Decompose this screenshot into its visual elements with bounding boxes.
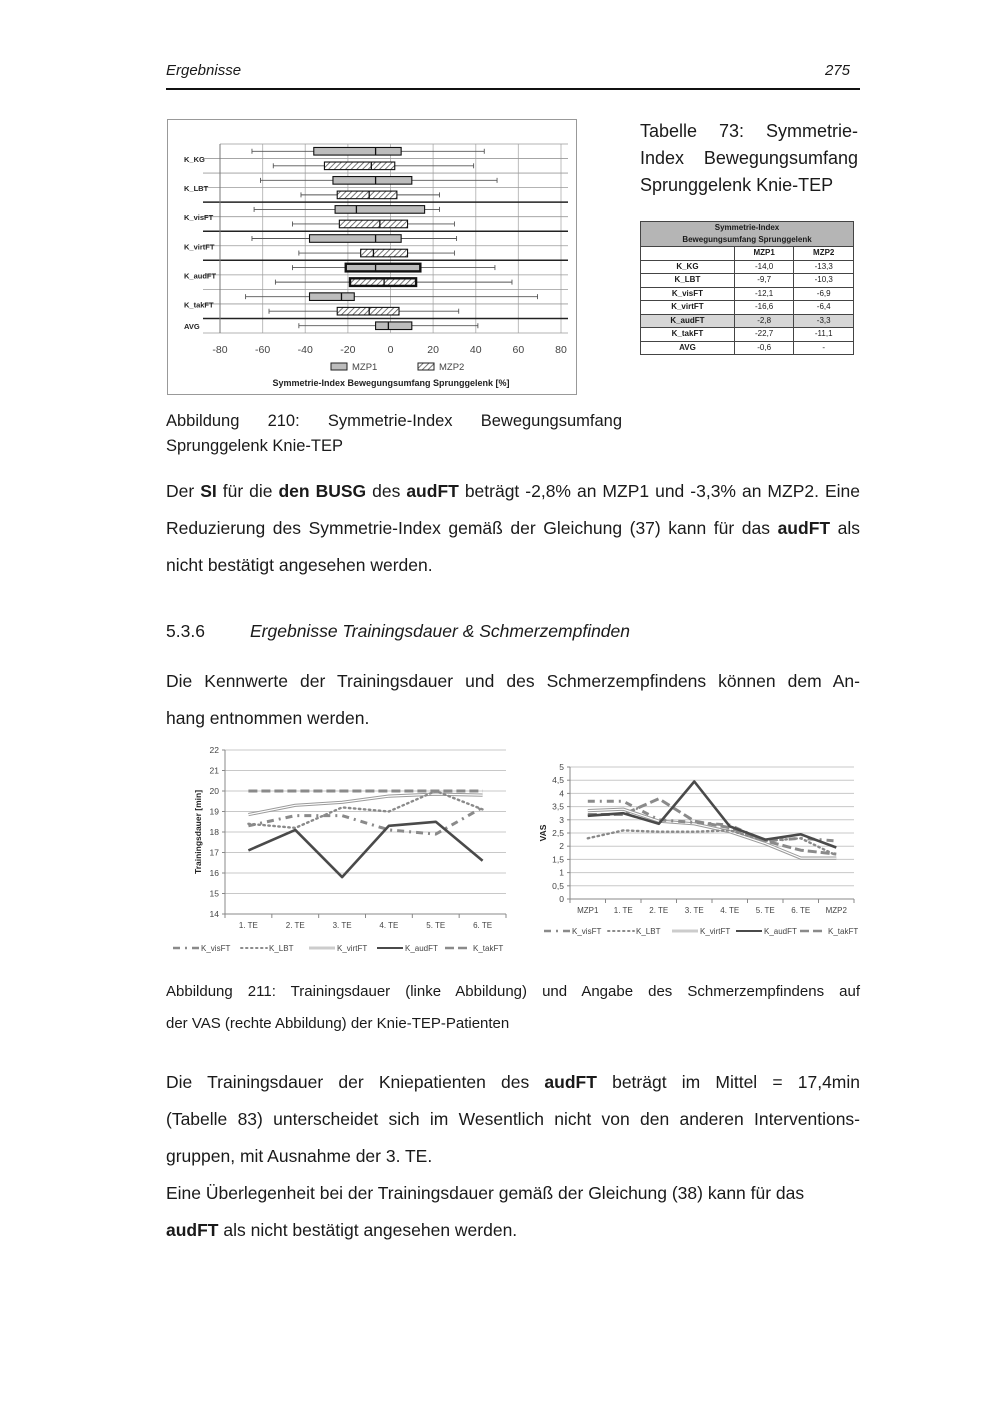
- category-label: K_audFT: [184, 271, 217, 281]
- text-line: [166, 1212, 860, 1249]
- legend-label: K_audFT: [764, 927, 797, 936]
- y-tick-label: 3: [559, 814, 564, 825]
- legend-label-mzp2: MZP2: [439, 362, 465, 373]
- cell-mzp2: -10,3: [794, 274, 854, 288]
- row-label: K_visFT: [641, 287, 735, 301]
- y-tick-label: 16: [209, 868, 219, 878]
- table-row: [641, 328, 854, 342]
- cell-mzp2: -6,4: [794, 301, 854, 315]
- cell-mzp1: -12,1: [734, 287, 794, 301]
- box: [376, 322, 412, 330]
- text: beträgt -2,8% an MZP1 und -3,3% an MZP2. Eine: [458, 481, 860, 501]
- caption-line: Sprunggelenk Knie-TEP: [166, 437, 344, 455]
- paragraph-kennwerte: [166, 663, 860, 737]
- y-tick-label: 20: [209, 786, 219, 796]
- text: als: [830, 518, 861, 538]
- y-tick-label: 0,5: [552, 880, 564, 891]
- category-label: K_KG: [184, 155, 205, 165]
- legend-label: K_LBT: [636, 927, 661, 936]
- vas-line-chart: [528, 757, 858, 942]
- box: [361, 249, 408, 257]
- box-mzp1-k_kg: [252, 147, 484, 155]
- legend-label: K_virtFT: [700, 927, 731, 936]
- cell-mzp1: -9,7: [734, 274, 794, 288]
- column-header: [641, 247, 735, 261]
- legend-item-k_virtft: [672, 927, 730, 936]
- y-tick-label: 5: [559, 762, 564, 772]
- figure-211-caption: [166, 976, 860, 1040]
- x-tick-label: 0: [387, 344, 394, 356]
- header-rule: [166, 88, 860, 90]
- x-tick-label: 2. TE: [649, 906, 669, 915]
- table-73-caption: [640, 118, 858, 199]
- category-label: K_takFT: [184, 300, 214, 310]
- table-row: [641, 274, 854, 288]
- text: Die Trainingsdauer der Kniepatienten des: [166, 1072, 545, 1092]
- category-label: K_virtFT: [184, 242, 215, 252]
- series-line: [248, 822, 482, 877]
- y-tick-label: 1,5: [552, 854, 564, 865]
- figure-210-caption: [166, 409, 622, 459]
- legend-label: K_takFT: [473, 944, 504, 953]
- row-label: AVG: [641, 341, 735, 355]
- x-tick-label: 20: [427, 344, 439, 356]
- legend-label-mzp1: MZP1: [352, 362, 378, 373]
- legend-item-k_lbt: [241, 944, 294, 953]
- x-tick-label: 6. TE: [473, 921, 493, 930]
- x-tick-label: 4. TE: [720, 906, 740, 915]
- section-number: 5.3.6: [166, 621, 205, 641]
- box-mzp2-k_kg: [273, 162, 473, 170]
- x-tick-label: -80: [212, 344, 228, 356]
- text-bold: den BUSG: [278, 481, 367, 501]
- text: des: [366, 481, 407, 501]
- y-tick-label: 15: [209, 888, 219, 899]
- x-tick-label: 3. TE: [684, 906, 704, 915]
- box-mzp2-k_takft: [269, 307, 459, 315]
- x-tick-label: -20: [340, 344, 356, 356]
- box: [339, 220, 407, 228]
- category-label: K_visFT: [184, 213, 214, 223]
- trainingsdauer-line-chart: [170, 745, 520, 960]
- text-line: (Tabelle 83) unterscheidet sich im Wesentlich nicht von den anderen Interventions-: [166, 1109, 860, 1129]
- y-tick-label: 21: [209, 765, 219, 776]
- category-label: K_LBT: [184, 184, 209, 194]
- y-tick-label: 4: [559, 788, 564, 799]
- legend-swatch-mzp1: [331, 363, 347, 370]
- paragraph-trainingsdauer: [166, 1064, 860, 1249]
- text-line: nicht bestätigt angesehen werden.: [166, 555, 433, 575]
- y-tick-label: 17: [209, 847, 219, 858]
- legend-item-k_takft: [800, 927, 858, 936]
- text-bold: audFT: [544, 1072, 597, 1092]
- x-tick-label: 1. TE: [613, 906, 633, 915]
- y-tick-label: 14: [209, 909, 219, 919]
- caption-line: Abbildung 211: Trainingsdauer (linke Abbildung) und Angabe des Schmerzempfindens auf: [166, 983, 860, 1000]
- box: [333, 177, 412, 185]
- text-line: Eine Überlegenheit bei der Trainingsdauer gemäß der Gleichung (38) kann für das: [166, 1183, 805, 1203]
- box-mzp2-k_audft: [275, 278, 512, 286]
- section-title: Ergebnisse Trainingsdauer & Schmerzempfinden: [250, 621, 631, 641]
- row-label: K_virtFT: [641, 301, 735, 315]
- cell-mzp2: -3,3: [794, 314, 854, 328]
- legend-label: K_visFT: [201, 944, 231, 953]
- cell-mzp2: -13,3: [794, 260, 854, 274]
- column-header-mzp1: MZP1: [734, 247, 794, 261]
- box: [335, 206, 425, 214]
- legend-item-k_audft: [377, 944, 438, 953]
- x-tick-label: 40: [469, 344, 482, 356]
- x-tick-label: 4. TE: [379, 921, 399, 930]
- y-axis-title: Trainingsdauer [min]: [193, 789, 203, 875]
- cell-mzp1: -0,6: [734, 341, 794, 355]
- y-tick-label: 1: [559, 867, 564, 878]
- text-line: gruppen, mit Ausnahme der 3. TE.: [166, 1146, 433, 1166]
- series-k_audft: [248, 822, 482, 877]
- text-bold: audFT: [166, 1220, 219, 1240]
- boxplot-figure: [167, 119, 577, 395]
- legend-item-k_audft: [736, 927, 797, 936]
- category-label: AVG: [184, 322, 200, 332]
- x-tick-label: MZP2: [825, 906, 847, 915]
- table-row: [641, 287, 854, 301]
- cell-mzp1: -16,6: [734, 301, 794, 315]
- y-tick-label: 2,5: [552, 828, 564, 838]
- text: für die: [216, 481, 279, 501]
- row-label: K_KG: [641, 260, 735, 274]
- caption-line: der VAS (rechte Abbildung) der Knie-TEP-Patienten: [166, 1015, 510, 1032]
- box-mzp1-k_visft: [254, 206, 439, 214]
- series-line: [588, 782, 837, 848]
- y-tick-label: 0: [559, 894, 564, 904]
- series-k_audft: [588, 782, 837, 848]
- legend-item-k_visft: [173, 944, 230, 953]
- caption-line: Index Bewegungsumfang: [640, 148, 858, 168]
- box-mzp2-k_visft: [292, 220, 454, 228]
- page-number: 275: [824, 62, 850, 79]
- running-header-section: Ergebnisse: [166, 62, 242, 79]
- box-mzp1-k_takft: [246, 293, 538, 301]
- section-heading: [166, 621, 630, 642]
- y-tick-label: 2: [559, 841, 564, 852]
- text-line: [166, 1064, 860, 1101]
- caption-line: Sprunggelenk Knie-TEP: [640, 175, 834, 195]
- x-tick-label: 6. TE: [791, 906, 811, 915]
- box-mzp1-k_virtft: [252, 235, 457, 243]
- cell-mzp2: -11,1: [794, 328, 854, 342]
- x-tick-label: 1. TE: [238, 921, 258, 930]
- box: [310, 293, 355, 301]
- legend-item-k_lbt: [608, 927, 661, 936]
- table-title-line1: Symmetrie-Index: [714, 223, 780, 232]
- x-tick-label: 2. TE: [285, 921, 305, 930]
- caption-line: Tabelle 73: Symmetrie-: [640, 121, 858, 141]
- symmetrie-index-table: [640, 221, 854, 355]
- x-tick-label: -60: [255, 344, 271, 356]
- text-line: hang entnommen werden.: [166, 708, 370, 728]
- text-line: [166, 473, 860, 510]
- cell-mzp1: -14,0: [734, 260, 794, 274]
- text-line: [166, 510, 860, 547]
- box: [350, 278, 416, 286]
- paragraph-si-result: [166, 473, 860, 584]
- text-bold: audFT: [777, 518, 831, 538]
- text-line: Die Kennwerte der Trainingsdauer und des Schmerzempfindens können dem An-: [166, 671, 860, 691]
- table-73: [640, 221, 854, 355]
- row-label: K_LBT: [641, 274, 735, 288]
- table-title-line2: Bewegungsumfang Sprunggelenk: [682, 235, 812, 244]
- cell-mzp1: -22,7: [734, 328, 794, 342]
- box: [314, 147, 401, 155]
- table-row: [641, 314, 854, 328]
- x-tick-label: -40: [297, 344, 313, 356]
- x-tick-label: 80: [555, 344, 567, 356]
- text-bold: audFT: [406, 481, 459, 501]
- y-axis-title: VAS: [538, 824, 548, 842]
- row-label: K_takFT: [641, 328, 735, 342]
- cell-mzp1: -2,8: [734, 314, 794, 328]
- table-row: [641, 301, 854, 315]
- cell-mzp2: -6,9: [794, 287, 854, 301]
- table-title: [641, 222, 854, 247]
- column-header-mzp2: MZP2: [794, 247, 854, 261]
- legend-label: K_LBT: [269, 944, 294, 953]
- y-tick-label: 3,5: [552, 801, 564, 812]
- caption-line: Abbildung 210: Symmetrie-Index Bewegungsumfang: [166, 412, 622, 430]
- text: als nicht bestätigt angesehen werden.: [218, 1220, 518, 1240]
- table-row: [641, 341, 854, 355]
- box: [324, 162, 394, 170]
- legend-label: K_visFT: [572, 927, 602, 936]
- text: beträgt im Mittel = 17,4min: [596, 1072, 860, 1092]
- x-tick-label: 60: [512, 344, 525, 356]
- text-bold: SI: [200, 481, 217, 501]
- box-mzp1-avg: [299, 322, 478, 330]
- legend-item-k_virtft: [309, 944, 367, 953]
- x-tick-label: MZP1: [577, 906, 599, 915]
- table-row: [641, 260, 854, 274]
- legend-item-k_visft: [544, 927, 601, 936]
- x-axis-title: Symmetrie-Index Bewegungsumfang Sprunggelenk [%]: [272, 378, 510, 388]
- box: [337, 191, 397, 199]
- legend-label: K_takFT: [828, 927, 858, 936]
- y-tick-label: 4,5: [552, 775, 564, 786]
- legend-item-k_takft: [445, 944, 503, 953]
- boxplot-chart: [168, 120, 576, 394]
- legend-swatch-mzp2: [418, 363, 434, 370]
- legend-label: K_audFT: [405, 944, 438, 953]
- box: [346, 264, 421, 272]
- text: Der: [166, 481, 201, 501]
- box: [310, 235, 402, 243]
- x-tick-label: 5. TE: [755, 906, 775, 915]
- x-tick-label: 5. TE: [426, 921, 446, 930]
- cell-mzp2: -: [794, 341, 854, 355]
- y-tick-label: 19: [209, 806, 219, 817]
- box-mzp1-k_audft: [292, 264, 494, 272]
- text: Reduzierung des Symmetrie-Index gemäß der Gleichung (37) kann für das: [166, 518, 778, 538]
- box: [337, 307, 399, 315]
- row-label: K_audFT: [641, 314, 735, 328]
- y-tick-label: 18: [209, 827, 219, 837]
- box-mzp2-k_lbt: [301, 191, 440, 199]
- box-mzp2-k_virtft: [299, 249, 455, 257]
- y-tick-label: 22: [209, 745, 219, 755]
- x-tick-label: 3. TE: [332, 921, 352, 930]
- box-mzp1-k_lbt: [260, 177, 497, 185]
- legend-label: K_virtFT: [337, 944, 368, 953]
